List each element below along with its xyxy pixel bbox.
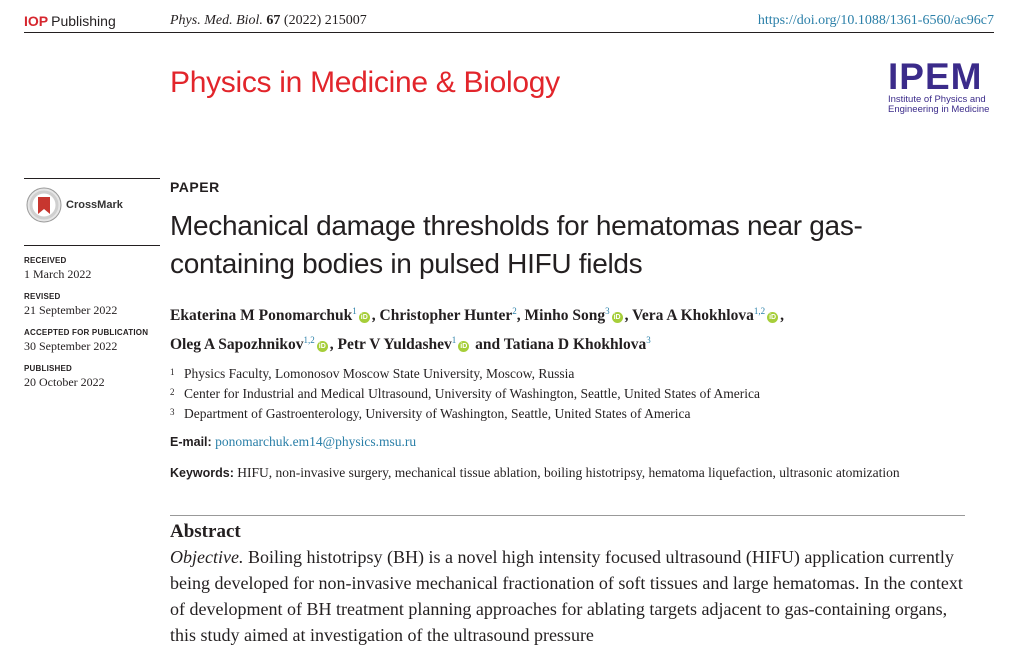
publisher-name: Publishing bbox=[51, 13, 116, 29]
history-label: REVISED bbox=[24, 292, 61, 301]
author-name: Tatiana D Khokhlova bbox=[503, 336, 647, 354]
orcid-icon[interactable]: iD bbox=[318, 343, 326, 351]
history-item bbox=[24, 292, 160, 318]
author bbox=[380, 307, 517, 324]
email-line bbox=[170, 434, 970, 450]
author-name: Petr V Yuldashev bbox=[337, 336, 452, 354]
history-date: 20 October 2022 bbox=[24, 375, 105, 389]
author bbox=[338, 336, 472, 353]
doi-link[interactable]: https://doi.org/10.1088/1361-6560/ac96c7 bbox=[757, 13, 994, 28]
ipem-acronym: IPEM bbox=[888, 56, 983, 97]
author bbox=[525, 307, 625, 324]
affiliation-text: Center for Industrial and Medical Ultrasound, University of Washington, Seattle, United States of America bbox=[184, 386, 761, 402]
affiliation-number: 3 bbox=[170, 407, 175, 418]
keywords-text: HIFU, non-invasive surgery, mechanical tissue ablation, boiling histotripsy, hematoma liquefaction, ultrasonic atomization bbox=[237, 465, 900, 481]
ipem-name-line1: Institute of Physics and bbox=[888, 94, 986, 105]
affiliation-text: Physics Faculty, Lomonosov Moscow State University, Moscow, Russia bbox=[184, 366, 575, 382]
author-name: Vera A Khokhlova bbox=[632, 307, 754, 325]
orcid-icon[interactable]: iD bbox=[460, 343, 468, 351]
orcid-icon[interactable]: iD bbox=[360, 314, 368, 322]
history-list bbox=[24, 256, 160, 390]
crossmark-icon bbox=[26, 187, 62, 223]
author bbox=[170, 307, 372, 324]
article-front-matter bbox=[170, 178, 970, 648]
history-date: 30 September 2022 bbox=[24, 339, 118, 353]
history-item bbox=[24, 256, 160, 282]
volume-number: 67 bbox=[266, 13, 281, 28]
header-divider bbox=[24, 32, 994, 33]
author-affiliation-ref[interactable]: 3 bbox=[605, 306, 610, 316]
affiliation-item bbox=[170, 403, 970, 423]
history-date: 1 March 2022 bbox=[24, 267, 92, 281]
abstract-heading: Abstract bbox=[170, 521, 241, 543]
keywords-label: Keywords: bbox=[170, 466, 234, 481]
sidebar-divider-mid bbox=[24, 245, 160, 246]
history-label: RECEIVED bbox=[24, 256, 67, 265]
author bbox=[632, 307, 780, 324]
author-name: Christopher Hunter bbox=[379, 307, 513, 325]
email-label: E-mail: bbox=[170, 435, 212, 450]
ipem-logo[interactable] bbox=[888, 58, 998, 118]
publisher-logo[interactable] bbox=[24, 13, 116, 29]
email-link[interactable]: ponomarchuk.em14@physics.msu.ru bbox=[215, 434, 417, 450]
abstract-text: Boiling histotripsy (BH) is a novel high intensity focused ultrasound (HIFU) application currently being developed for non-invasive mechanical fractionation of soft tissues and large hematomas. In the context of development of BH treatment planning approaches for ablating targets adjacent to gas-containing organs, this study aimed at investigation of the ultrasound pressure bbox=[170, 547, 963, 646]
abstract-body bbox=[170, 544, 970, 648]
ipem-name-line2: Engineering in Medicine bbox=[888, 104, 990, 115]
author-affiliation-ref[interactable]: 1 bbox=[352, 306, 357, 316]
affiliation-number: 2 bbox=[170, 387, 175, 398]
author-name: Oleg A Sapozhnikov bbox=[170, 336, 304, 354]
history-label: ACCEPTED FOR PUBLICATION bbox=[24, 328, 149, 337]
journal-citation bbox=[170, 13, 367, 29]
history-item bbox=[24, 364, 160, 390]
orcid-icon[interactable]: iD bbox=[613, 314, 621, 322]
history-label: PUBLISHED bbox=[24, 364, 73, 373]
year-article-number: (2022) 215007 bbox=[283, 13, 367, 28]
orcid-icon[interactable]: iD bbox=[769, 314, 777, 322]
author-affiliation-ref[interactable]: 3 bbox=[646, 335, 651, 346]
journal-title[interactable]: Physics in Medicine & Biology bbox=[170, 66, 560, 99]
author-list: Ekaterina M Ponomarchuk$^1$iD , Christopher Hunter$^2$, Minho Song$^3$iD , Vera A Khokhlova$^{1,2}$iD , Oleg A Sapozhnikov$^{1,2}$iD , Petr V Yuldashev$^1$iD and Tatiana D Khokhlova$^3$ bbox=[170, 306, 784, 354]
publisher-iop-mark: IOP bbox=[24, 13, 49, 29]
author-conjunction: and bbox=[475, 336, 501, 354]
keywords-line bbox=[170, 465, 970, 481]
author-affiliation-ref[interactable]: 1,2 bbox=[753, 306, 766, 316]
affiliation-text: Department of Gastroenterology, University of Washington, Seattle, United States of America bbox=[184, 406, 691, 422]
author-name: Ekaterina M Ponomarchuk bbox=[170, 307, 353, 325]
history-date: 21 September 2022 bbox=[24, 303, 118, 317]
abstract-divider bbox=[170, 515, 965, 516]
affiliation-number: 1 bbox=[170, 367, 175, 378]
history-item bbox=[24, 328, 160, 354]
crossmark-badge[interactable] bbox=[24, 179, 160, 245]
affiliation-item bbox=[170, 383, 970, 403]
author-affiliation-ref[interactable]: 1 bbox=[451, 335, 457, 346]
author bbox=[504, 336, 651, 353]
author-name: Minho Song bbox=[524, 307, 606, 325]
author bbox=[170, 336, 330, 353]
crossmark-label: CrossMark bbox=[66, 199, 123, 211]
author-affiliation-ref[interactable]: 1,2 bbox=[303, 335, 315, 346]
affiliation-item bbox=[170, 363, 970, 383]
journal-abbrev: Phys. Med. Biol. bbox=[170, 13, 263, 28]
article-title: Mechanical damage thresholds for hematomas near gas-containing bodies in pulsed HIFU fields bbox=[170, 210, 863, 279]
affiliation-list bbox=[170, 363, 970, 423]
author-affiliation-ref[interactable]: 2 bbox=[512, 306, 517, 316]
article-history-sidebar bbox=[24, 178, 160, 390]
article-type-label: PAPER bbox=[170, 179, 220, 195]
abstract-objective-label: Objective. bbox=[170, 547, 244, 568]
